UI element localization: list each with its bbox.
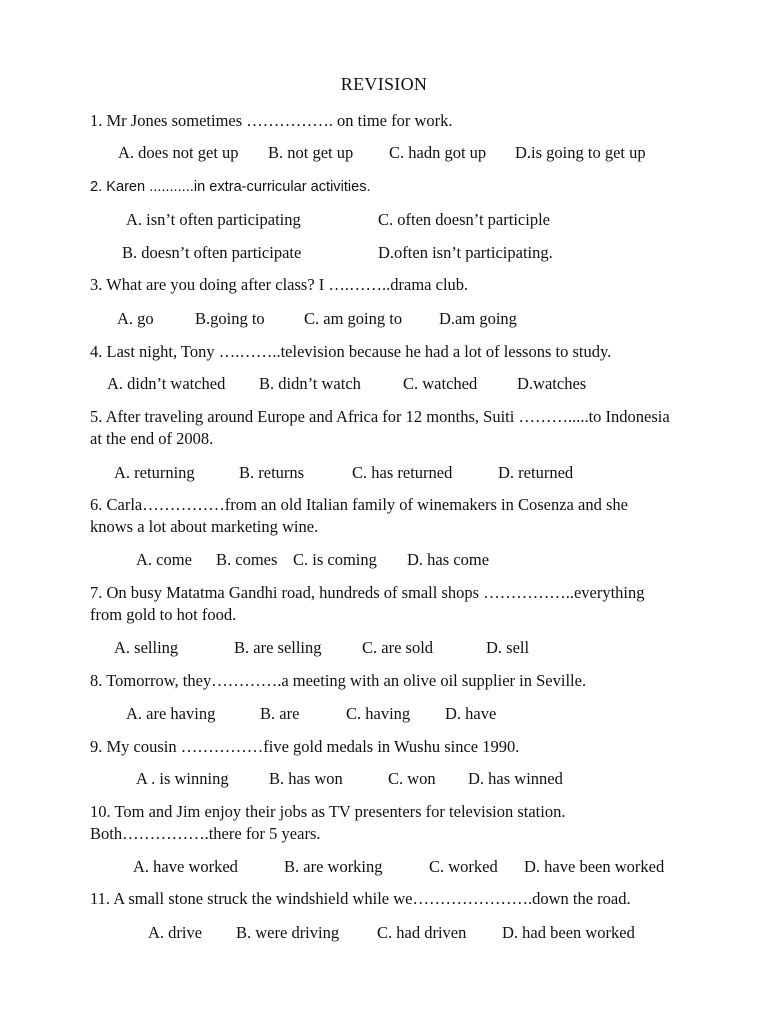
q6-option-d: D. has come xyxy=(407,550,490,569)
q8-option-d: D. have xyxy=(445,704,497,723)
q2-option-a: A. isn’t often participating xyxy=(126,210,301,229)
q6-option-c: C. is coming xyxy=(293,550,377,569)
q11-option-c: C. had driven xyxy=(377,923,467,942)
page-title: REVISION xyxy=(340,74,428,94)
q2-option-c: C. often doesn’t participle xyxy=(378,210,550,229)
q3-option-c: C. am going to xyxy=(304,309,403,328)
q6-option-a: A. come xyxy=(136,550,192,569)
question-5-line-1: 5. After traveling around Europe and Africa for 12 months, Suiti ……….....to Indonesia xyxy=(90,407,670,426)
question-4: 4. Last night, Tony ….……..television because he had a lot of lessons to study. xyxy=(90,342,612,361)
q8-option-b: B. are xyxy=(260,704,300,723)
q5-option-b: B. returns xyxy=(239,463,305,482)
question-7-line-1: 7. On busy Matatma Gandhi road, hundreds of small shops ……………..everything xyxy=(90,583,645,602)
q5-option-d: D. returned xyxy=(498,463,574,482)
q9-option-a: A . is winning xyxy=(136,769,229,788)
question-10-line-2: Both…………….there for 5 years. xyxy=(90,824,321,843)
q10-option-d: D. have been worked xyxy=(524,857,665,876)
question-9: 9. My cousin ……………five gold medals in Wushu since 1990. xyxy=(90,737,520,756)
q8-option-a: A. are having xyxy=(126,704,216,723)
q4-option-d: D.watches xyxy=(517,374,587,393)
q3-option-a: A. go xyxy=(117,309,154,328)
q2-option-d: D.often isn’t participating. xyxy=(378,243,553,262)
question-2: 2. Karen ...........in extra-curricular activities. xyxy=(90,179,371,195)
question-10-line-1: 10. Tom and Jim enjoy their jobs as TV presenters for television station. xyxy=(90,802,566,821)
q10-option-b: B. are working xyxy=(284,857,383,876)
q11-option-d: D. had been worked xyxy=(502,923,635,942)
q3-option-d: D.am going xyxy=(439,309,517,328)
question-5-line-2: at the end of 2008. xyxy=(90,429,214,448)
q3-option-b: B.going to xyxy=(195,309,265,328)
question-1: 1. Mr Jones sometimes ……………. on time for work. xyxy=(90,111,453,130)
question-8: 8. Tomorrow, they………….a meeting with an olive oil supplier in Seville. xyxy=(90,671,587,690)
q1-option-c: C. hadn got up xyxy=(389,143,487,162)
q8-option-c: C. having xyxy=(346,704,411,723)
question-11: 11. A small stone struck the windshield while we………………….down the road. xyxy=(90,889,631,908)
q10-option-a: A. have worked xyxy=(133,857,238,876)
q7-option-b: B. are selling xyxy=(234,638,322,657)
q6-option-b: B. comes xyxy=(216,550,278,569)
q11-option-a: A. drive xyxy=(148,923,203,942)
q1-option-b: B. not get up xyxy=(268,143,354,162)
question-6-line-1: 6. Carla……………from an old Italian family of winemakers in Cosenza and she xyxy=(90,495,628,514)
q4-option-b: B. didn’t watch xyxy=(259,374,361,393)
q9-option-b: B. has won xyxy=(269,769,343,788)
q11-option-b: B. were driving xyxy=(236,923,340,942)
q4-option-a: A. didn’t watched xyxy=(107,374,226,393)
q5-option-c: C. has returned xyxy=(352,463,453,482)
q9-option-c: C. won xyxy=(388,769,436,788)
q2-option-b: B. doesn’t often participate xyxy=(122,243,302,262)
question-7-line-2: from gold to hot food. xyxy=(90,605,237,624)
question-3: 3. What are you doing after class? I ….……..drama club. xyxy=(90,275,469,294)
q4-option-c: C. watched xyxy=(403,374,478,393)
q1-option-d: D.is going to get up xyxy=(515,143,646,162)
q10-option-c: C. worked xyxy=(429,857,498,876)
q7-option-d: D. sell xyxy=(486,638,530,657)
q7-option-a: A. selling xyxy=(114,638,179,657)
question-6-line-2: knows a lot about marketing wine. xyxy=(90,517,319,536)
q7-option-c: C. are sold xyxy=(362,638,434,657)
q9-option-d: D. has winned xyxy=(468,769,563,788)
q5-option-a: A. returning xyxy=(114,463,195,482)
q1-option-a: A. does not get up xyxy=(118,143,239,162)
